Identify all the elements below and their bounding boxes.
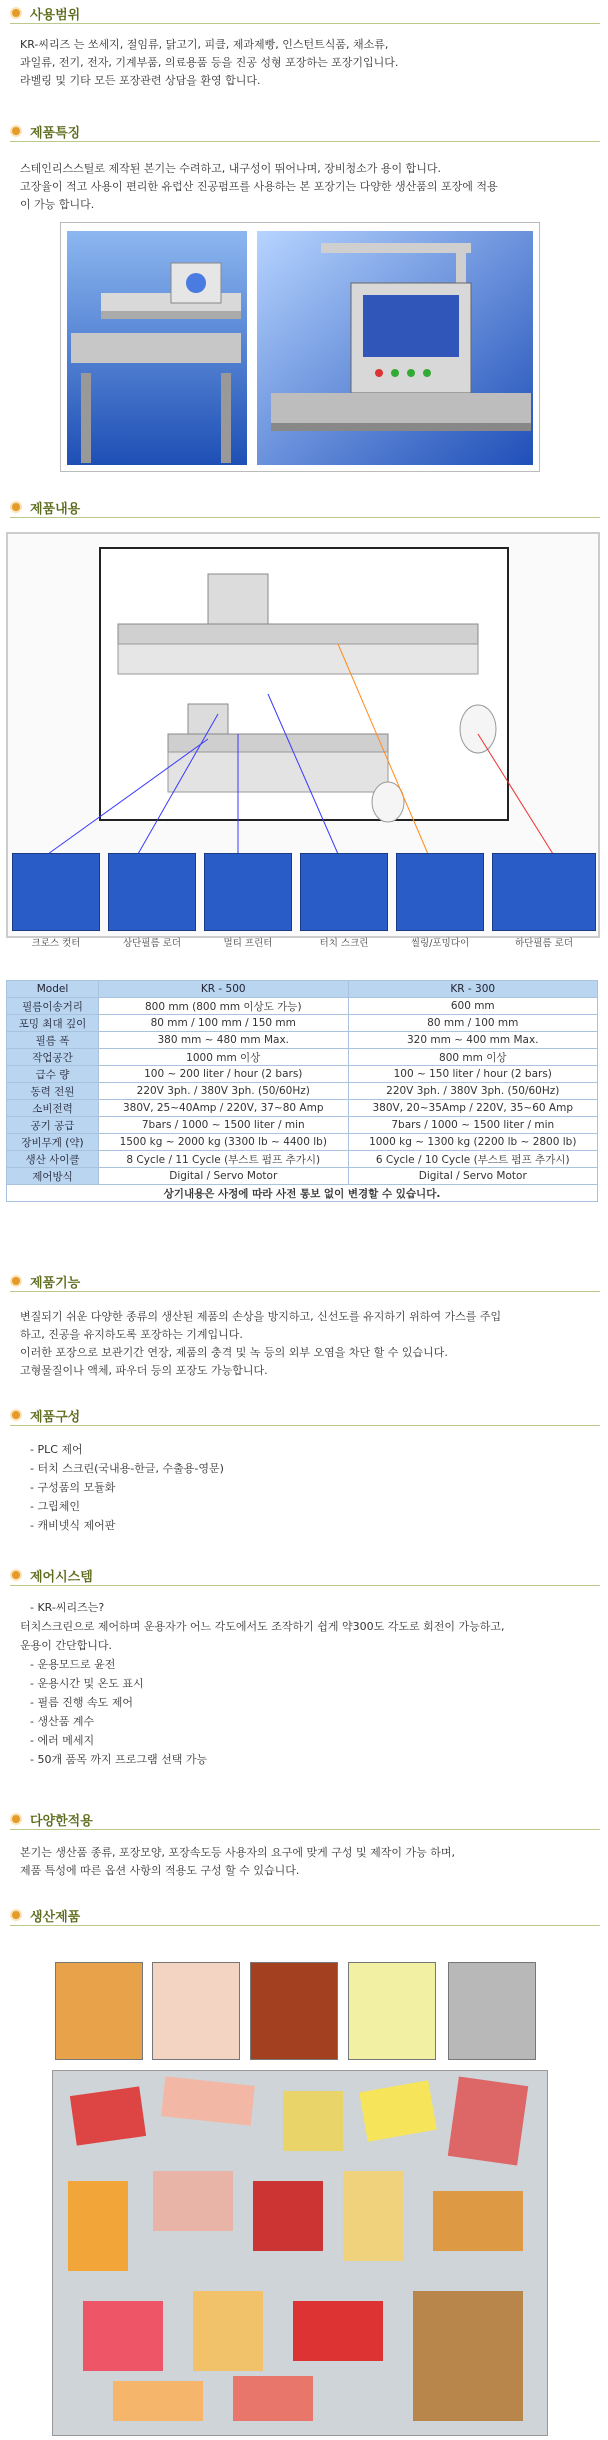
list-item: - PLC 제어 [30, 1443, 83, 1456]
row-header: 필름이송거리 [7, 998, 99, 1015]
table-cell: 6 Cycle / 10 Cycle (부스트 펌프 추가시) [348, 1151, 598, 1168]
list-item: - 에러 메세지 [30, 1734, 95, 1747]
table-cell: 800 mm 이상 [348, 1049, 598, 1066]
table-cell: 380V, 20~35Amp / 220V, 35~60 Amp [348, 1100, 598, 1117]
usage-text [20, 36, 595, 90]
divider [10, 1291, 600, 1292]
products-collage-illustration [53, 2071, 547, 2435]
application-line: 제품 특성에 따른 옵션 사항의 적용도 구성 할 수 있습니다. [20, 1864, 300, 1877]
row-header: 장비무게 (약) [7, 1134, 99, 1151]
table-row [7, 1100, 598, 1117]
bullet-icon [12, 1911, 20, 1919]
row-header: 제어방식 [7, 1168, 99, 1185]
section-products-title: 생산제품 [30, 1910, 81, 1925]
machine-photo-illustration [61, 223, 539, 471]
thumb-multi-printer [204, 853, 292, 931]
features-line: 스테인리스스틸로 제작된 본기는 수려하고, 내구성이 뛰어나며, 장비청소가 용이 합니다. [20, 162, 441, 175]
row-header: 필름 폭 [7, 1032, 99, 1049]
list-item: - 운용시간 및 온도 표시 [30, 1677, 144, 1690]
divider [10, 1585, 600, 1586]
section-function-title: 제품기능 [30, 1276, 81, 1291]
table-row [7, 1168, 598, 1185]
products-collage [52, 2070, 548, 2436]
table-row [7, 1066, 598, 1083]
divider [10, 1925, 600, 1926]
product-photo [250, 1962, 338, 2060]
table-header-row [7, 981, 598, 998]
table-cell: 220V 3ph. / 380V 3ph. (50/60Hz) [99, 1083, 349, 1100]
row-header: 소비전력 [7, 1100, 99, 1117]
thumb-touch-screen [300, 853, 388, 931]
table-cell: 1000 mm 이상 [99, 1049, 349, 1066]
component-label: 씰링/포밍다이 [410, 938, 470, 949]
table-cell: 8 Cycle / 11 Cycle (부스트 펌프 추가시) [99, 1151, 349, 1168]
product-photo [55, 1962, 143, 2060]
table-cell: 1500 kg ~ 2000 kg (3300 lb ~ 4400 lb) [99, 1134, 349, 1151]
table-cell: 1000 kg ~ 1300 kg (2200 lb ~ 2800 lb) [348, 1134, 598, 1151]
section-function-header [0, 1270, 600, 1292]
table-cell: 7bars / 1000 ~ 1500 liter / min [99, 1117, 349, 1134]
spec-table [6, 980, 598, 1202]
table-cell: 7bars / 1000 ~ 1500 liter / min [348, 1117, 598, 1134]
table-row [7, 1032, 598, 1049]
thumb-top-film-loader [108, 853, 196, 931]
divider [10, 141, 600, 142]
application-line: 본기는 생산품 종류, 포장모양, 포장속도등 사용자의 요구에 맞게 구성 및 제작이 가능 하며, [20, 1846, 455, 1859]
control-intro-line: 운용이 간단합니다. [20, 1639, 113, 1652]
table-note: 상기내용은 사정에 따라 사전 통보 없이 변경할 수 있습니다. [7, 1185, 598, 1202]
divider [10, 23, 600, 24]
function-text [20, 1308, 595, 1380]
table-row [7, 998, 598, 1015]
section-features-title: 제품특징 [30, 126, 81, 141]
divider [10, 1829, 600, 1830]
control-intro [20, 1598, 595, 1655]
table-cell: 320 mm ~ 400 mm Max. [348, 1032, 598, 1049]
section-features-header [0, 120, 600, 142]
bullet-icon [12, 503, 20, 511]
bullet-icon [12, 1411, 20, 1419]
table-cell: 80 mm / 100 mm [348, 1015, 598, 1032]
control-list [30, 1655, 207, 1769]
divider [10, 517, 600, 518]
table-note-row [7, 1185, 598, 1202]
bullet-icon [12, 1277, 20, 1285]
section-content-header [0, 496, 600, 518]
section-control-header [0, 1564, 600, 1586]
usage-line: KR-씨리즈 는 쏘세지, 절임류, 닭고기, 피클, 제과제빵, 인스턴트식품, 채소류, [20, 38, 389, 51]
table-cell: Digital / Servo Motor [348, 1168, 598, 1185]
row-header: 생산 사이클 [7, 1151, 99, 1168]
section-content-title: 제품내용 [30, 502, 81, 517]
section-application-title: 다양한적용 [30, 1814, 93, 1829]
section-control-title: 제어시스템 [30, 1570, 93, 1585]
list-item: - 필름 진행 속도 제어 [30, 1696, 133, 1709]
table-cell: 100 ~ 200 liter / hour (2 bars) [99, 1066, 349, 1083]
component-label: 크로스 컷터 [31, 938, 81, 949]
table-row [7, 1151, 598, 1168]
component-label: 하단필름 로더 [514, 938, 574, 949]
row-header: 공기 공급 [7, 1117, 99, 1134]
table-cell: 800 mm (800 mm 이상도 가능) [99, 998, 349, 1015]
table-cell: 600 mm [348, 998, 598, 1015]
bullet-icon [12, 9, 20, 17]
section-composition-title: 제품구성 [30, 1410, 81, 1425]
table-cell: 380V, 25~40Amp / 220V, 37~80 Amp [99, 1100, 349, 1117]
bullet-icon [12, 1815, 20, 1823]
table-row [7, 1049, 598, 1066]
table-cell: 100 ~ 150 liter / hour (2 bars) [348, 1066, 598, 1083]
product-photo [152, 1962, 240, 2060]
list-item: - 구성품의 모듈화 [30, 1481, 116, 1494]
table-cell: 80 mm / 100 mm / 150 mm [99, 1015, 349, 1032]
control-intro-line: 터치스크린으로 제어하며 운용자가 어느 각도에서도 조작하기 쉽게 약300도 각도로 회전이 가능하고, [20, 1620, 505, 1633]
list-item: - 생산품 계수 [30, 1715, 95, 1728]
bullet-icon [12, 127, 20, 135]
table-header-cell: KR - 300 [348, 981, 598, 998]
section-application-header [0, 1808, 600, 1830]
bullet-icon [12, 1571, 20, 1579]
table-row [7, 1083, 598, 1100]
table-header-cell: KR - 500 [99, 981, 349, 998]
feature-photo-frame [60, 222, 540, 472]
divider [10, 1425, 600, 1426]
table-cell: 220V 3ph. / 380V 3ph. (50/60Hz) [348, 1083, 598, 1100]
table-header-cell: Model [7, 981, 99, 998]
row-header: 작업공간 [7, 1049, 99, 1066]
table-cell: 380 mm ~ 480 mm Max. [99, 1032, 349, 1049]
table-cell: Digital / Servo Motor [99, 1168, 349, 1185]
thumb-sealing-die [396, 853, 484, 931]
section-composition-header [0, 1404, 600, 1426]
features-text [20, 160, 595, 214]
table-row [7, 1117, 598, 1134]
list-item: - 캐비넷식 제어판 [30, 1519, 116, 1532]
composition-list [30, 1440, 224, 1535]
component-label: 상단필름 로더 [122, 938, 182, 949]
component-label: 멀티 프린터 [223, 938, 273, 949]
section-products-header [0, 1904, 600, 1926]
thumb-cross-cutter [12, 853, 100, 931]
function-line: 변질되기 쉬운 다양한 종류의 생산된 제품의 손상을 방지하고, 신선도를 유지하기 위하여 가스를 주입 [20, 1310, 502, 1323]
product-photo [348, 1962, 436, 2060]
table-row [7, 1134, 598, 1151]
row-header: 포밍 최대 깊이 [7, 1015, 99, 1032]
section-usage-title: 사용범위 [30, 8, 81, 23]
list-item: - 그립체인 [30, 1500, 80, 1513]
function-line: 이러한 포장으로 보관기간 연장, 제품의 충격 및 녹 등의 외부 오염을 차단 할 수 있습니다. [20, 1346, 448, 1359]
component-label: 터치 스크린 [319, 938, 369, 949]
application-text [20, 1844, 595, 1880]
section-usage-header [0, 2, 600, 24]
usage-line: 과일류, 전기, 전자, 기계부품, 의료용품 등을 진공 성형 포장하는 포장기입니다. [20, 56, 399, 69]
list-item: - 50개 품목 까지 프로그램 선택 가능 [30, 1753, 208, 1766]
row-header: 동력 전원 [7, 1083, 99, 1100]
control-intro-line: - KR-씨리즈는? [30, 1601, 105, 1614]
row-header: 급수 량 [7, 1066, 99, 1083]
function-line: 고형물질이나 액체, 파우더 등의 포장도 가능합니다. [20, 1364, 268, 1377]
function-line: 하고, 진공을 유지하도록 포장하는 기계입니다. [20, 1328, 243, 1341]
table-row [7, 1015, 598, 1032]
product-photo [448, 1962, 536, 2060]
list-item: - 터치 스크린(국내용-한글, 수출용-영문) [30, 1462, 224, 1475]
list-item: - 운용모드로 윤전 [30, 1658, 116, 1671]
thumb-bottom-film-loader [492, 853, 596, 931]
features-line: 고장율이 적고 사용이 편리한 유럽산 진공펌프를 사용하는 본 포장기는 다양한 생산품의 포장에 적용 [20, 180, 498, 193]
usage-line: 라벨링 및 기타 모든 포장관련 상담을 환영 합니다. [20, 74, 261, 87]
features-line: 이 가능 합니다. [20, 198, 95, 211]
